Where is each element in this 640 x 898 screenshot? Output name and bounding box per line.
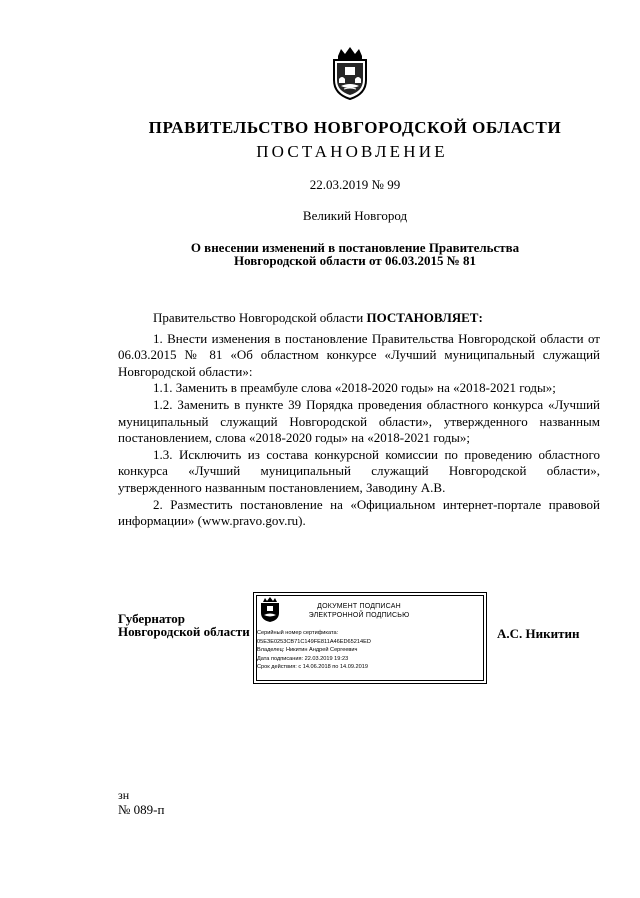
decree-intro bbox=[118, 310, 600, 327]
decree-item: 1.3. Исключить из состава конкурсной комиссии по проведению областного конкурса «Лучший муниципальный служащий Новгородской области», утвержденного названным постановлением, Заводину А.В. bbox=[118, 446, 600, 495]
city: Великий Новгород bbox=[302, 208, 408, 223]
decree-item: 1.2. Заменить в пункте 39 Порядка проведения областного конкурса «Лучший муниципальный служащий Новгородской области», утвержденного названным постановлением, слова «2018-2020 годы» на «2018-2021 годы»; bbox=[118, 396, 600, 446]
decree-item: 1. Внести изменения в постановление Правительства Новгородской области от 06.03.2015 № 81 «Об областном конкурсе «Лучший муниципальный служащий Новгородской области»: bbox=[118, 330, 600, 379]
document-type: ПОСТАНОВЛЕНИЕ bbox=[256, 142, 448, 161]
stamp-heading-line: ЭЛЕКТРОННОЙ ПОДПИСЬЮ bbox=[308, 612, 410, 619]
signer-position-line: Губернатор bbox=[118, 611, 186, 626]
registration-initials: зн bbox=[118, 788, 130, 802]
intro-text: Правительство Новгородской области bbox=[153, 310, 367, 325]
subject-line: Новгородской области от 06.03.2015 № 81 bbox=[233, 253, 477, 268]
registration-number: № 089-п bbox=[118, 802, 165, 817]
intro-verb: ПОСТАНОВЛЯЕТ: bbox=[366, 310, 483, 325]
stamp-emblem-icon bbox=[259, 597, 281, 623]
subject-line: О внесении изменений в постановление Правительства bbox=[190, 240, 520, 255]
signing-date: Дата подписания: 22.03.2019 19:23 bbox=[257, 655, 349, 662]
certificate-serial-value: 05ЕЗЕ0253СВ71С149FE811А46ЕD65214ЕD bbox=[257, 638, 371, 645]
certificate-owner: Владелец: Никитин Андрей Сергеевич bbox=[257, 647, 358, 653]
signer-position-line: Новгородской области bbox=[118, 624, 250, 639]
stamp-details bbox=[257, 629, 371, 672]
government-title: ПРАВИТЕЛЬСТВО НОВГОРОДСКОЙ ОБЛАСТИ bbox=[148, 118, 562, 137]
electronic-signature-stamp bbox=[253, 592, 487, 684]
decree-body bbox=[118, 310, 600, 530]
signer-name: А.С. Никитин bbox=[497, 626, 580, 641]
decree-item: 1.1. Заменить в преамбуле слова «2018-2020 годы» на «2018-2021 годы»; bbox=[153, 380, 556, 396]
date-and-number: 22.03.2019 № 99 bbox=[309, 177, 401, 192]
certificate-validity: Срок действия: с 14.06.2018 по 14.09.2019 bbox=[257, 664, 368, 670]
coat-of-arms-icon bbox=[330, 46, 370, 100]
stamp-heading bbox=[284, 602, 434, 620]
certificate-serial-label: Серийный номер сертификата: bbox=[257, 630, 339, 636]
decree-item: 2. Разместить постановление на «Официальном интернет-портале правовой информации» (www.pravo.gov.ru). bbox=[118, 496, 600, 529]
signer-position bbox=[118, 612, 250, 638]
stamp-heading-line: ДОКУМЕНТ ПОДПИСАН bbox=[317, 603, 401, 610]
decree-subject bbox=[140, 241, 570, 267]
